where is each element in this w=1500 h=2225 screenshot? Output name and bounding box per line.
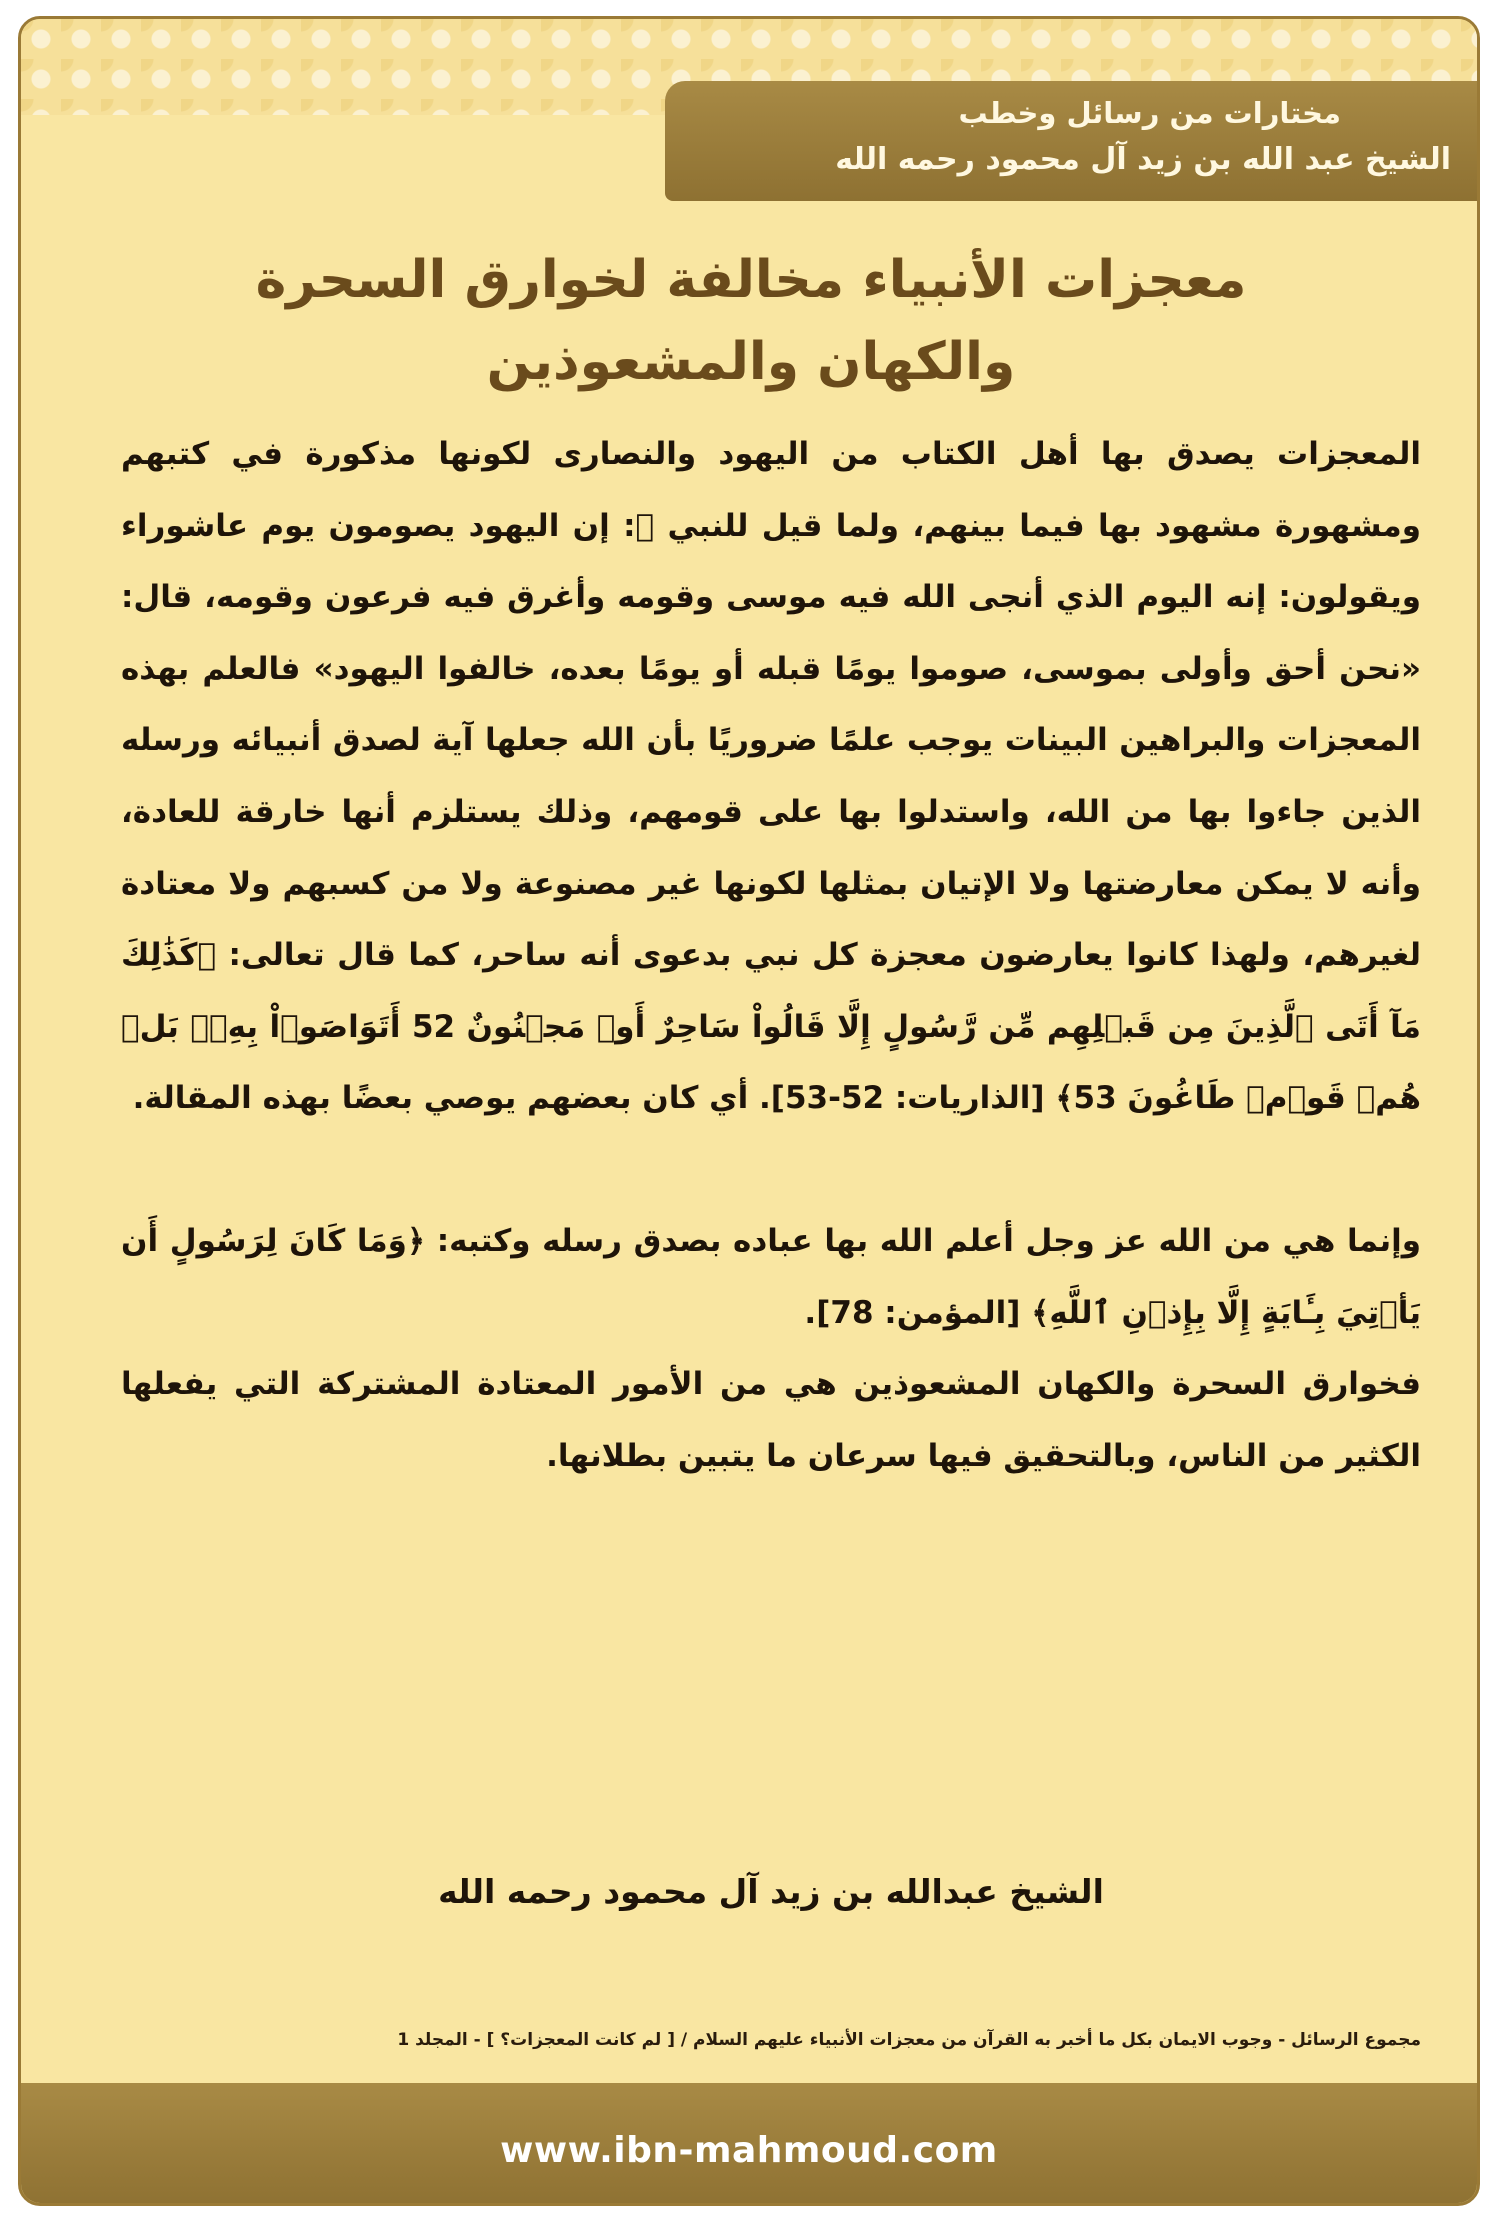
page-title [101,239,1401,403]
footer-band [21,2083,1477,2206]
author-signature: الشيخ عبدالله بن زيد آل محمود رحمه الله [438,1872,1104,1911]
series-title: مختارات من رسائل وخطب [958,96,1341,130]
page-card [18,16,1480,2206]
paragraph-2: وإنما هي من الله عز وجل أعلم الله بها عباده بصدق رسله وكتبه: ﴿وَمَا كَانَ لِرَسُولٍ أَن يَأۡتِيَ بِـَٔايَةٍ إِلَّا بِإِذۡنِ ٱللَّهِ﴾ [المؤمن: 78]. [121,1222,1421,1331]
author-name-header: الشيخ عبد الله بن زيد آل محمود رحمه الله [835,142,1451,177]
paragraph-3: فخوارق السحرة والكهان المشعوذين هي من الأمور المعتادة المشتركة التي يفعلها الكثير من الناس، وبالتحقيق فيها سرعان ما يتبين بطلانها. [121,1366,1421,1474]
paragraph-spacer [121,1135,1421,1206]
paragraph-1: المعجزات يصدق بها أهل الكتاب من اليهود والنصارى لكونها مذكورة في كتبهم ومشهورة مشهود بها فيما بينهم، ولما قيل للنبي ﷺ: إن اليهود يصومون يوم عاشوراء ويقولون: إنه اليوم الذي أنجى الله فيه موسى وقومه وأغرق فيه فرعون وقومه، قال: «نحن أحق وأولى بموسى، صوموا يومًا قبله أو يومًا بعده، خالفوا اليهود» فالعلم بهذه المعجزات والبراهين البينات يوجب علمًا ضروريًا بأن الله جعلها آية لصدق أنبيائه ورسله الذين جاءوا بها من الله، واستدلوا بها على قومهم، وذلك يستلزم أنها خارقة للعادة، وأنه لا يمكن معارضتها ولا الإتيان بمثلها لكونها غير مصنوعة ولا من كسبهم ولا معتادة لغيرهم، ولهذا كانوا يعارضون معجزة كل نبي بدعوى أنه ساحر، كما قال تعالى: ﴿كَذَٰلِكَ مَآ أَتَى ٱلَّذِينَ مِن قَبۡلِهِم مِّن رَّسُولٍ إِلَّا قَالُواْ سَاحِرٌ أَوۡ مَجۡنُونٌ 52 أَتَوَاصَوۡاْ بِهِۦۚ بَلۡ هُمۡ قَوۡمٞ طَاغُونَ 53﴾ [الذاريات: 52-53]. أي كان بعضهم يوصي بعضًا بهذه المقالة. [121,436,1422,1117]
title-line-1: معجزات الأنبياء مخالفة لخوارق السحرة [255,250,1247,310]
article-body [121,419,1421,1492]
website-link[interactable]: www.ibn-mahmoud.com [500,2130,998,2171]
title-line-2: والكهان والمشعوذين [486,332,1016,392]
source-citation: مجموع الرسائل - وجوب الايمان بكل ما أخبر به القرآن من معجزات الأنبياء عليهم السلام / [ لم كانت المعجزات؟ ] - المجلد 1 [397,2030,1421,2050]
header-band [665,81,1477,201]
